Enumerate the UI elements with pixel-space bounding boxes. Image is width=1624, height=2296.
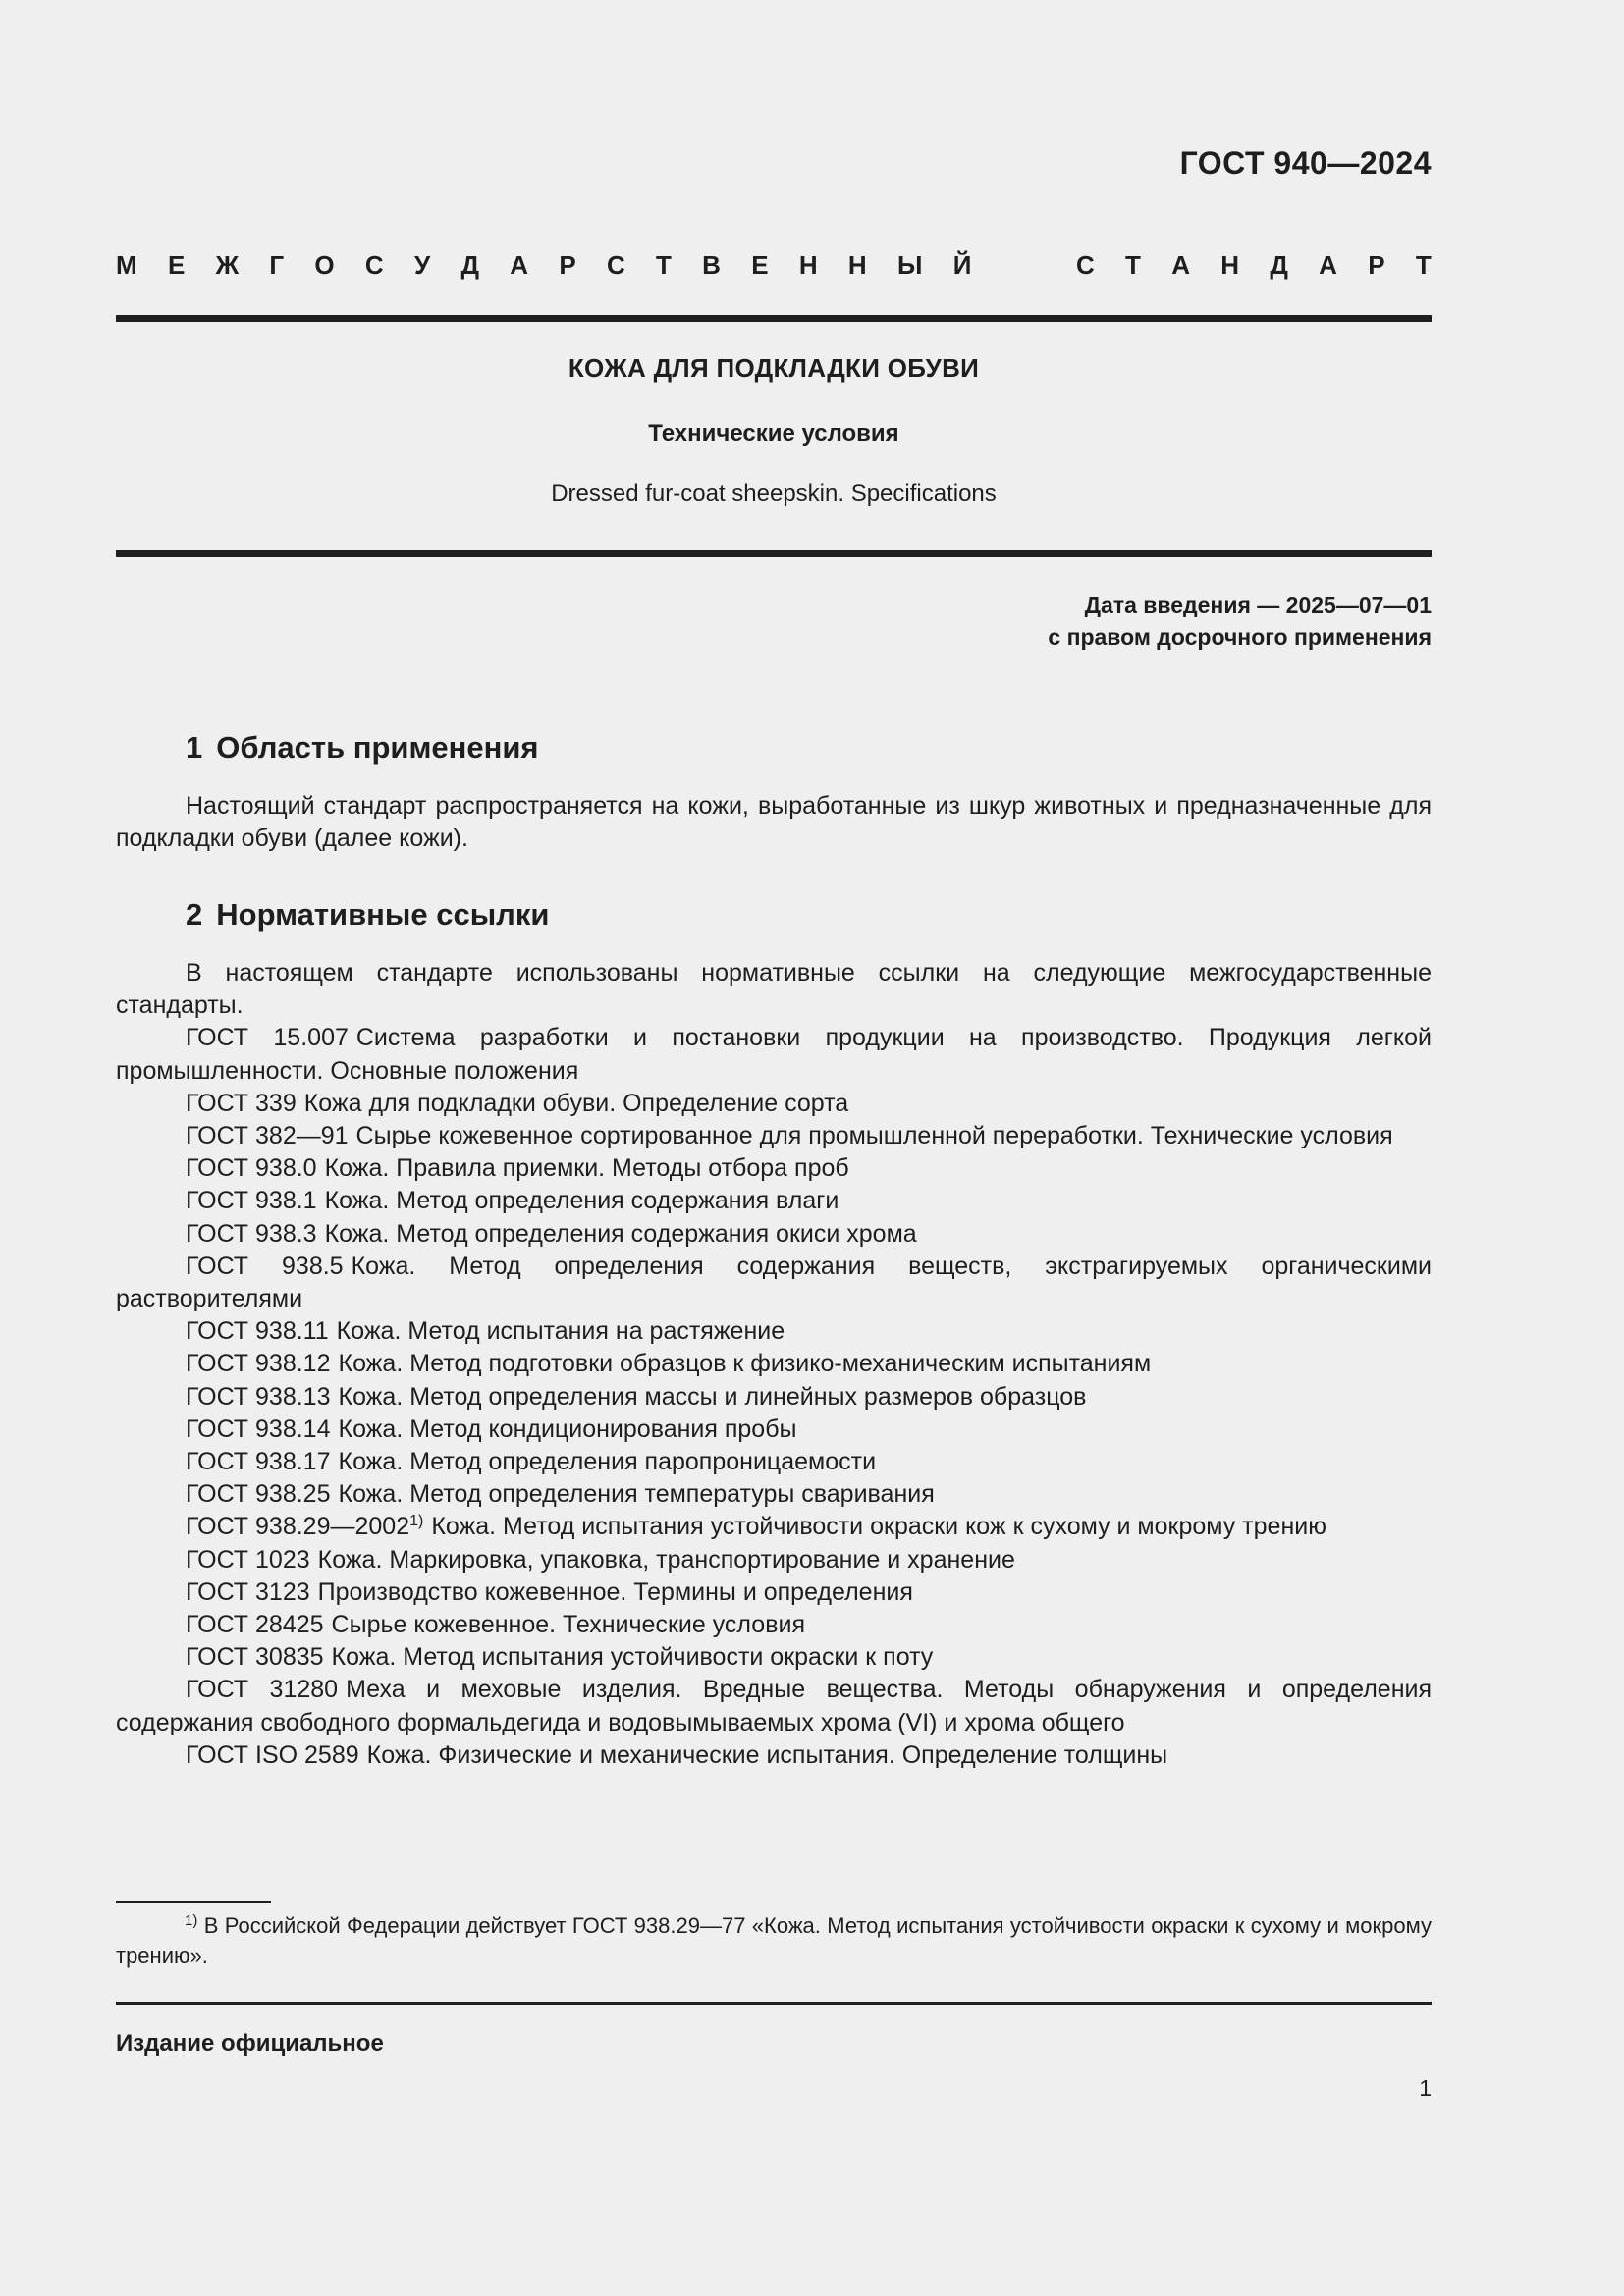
reference-item xyxy=(116,1674,1432,1738)
reference-code: ГОСТ 1023 xyxy=(186,1545,310,1574)
banner-letter: Е xyxy=(751,250,769,280)
reference-title: Система разработки и постановки продукции на производство. Продукция легкой промышленности. Основные положения xyxy=(116,1024,1432,1085)
reference-title: Кожа. Физические и механические испытания. Определение толщины xyxy=(366,1740,1168,1769)
introduction-date-line: Дата введения — 2025—07—01 xyxy=(1084,592,1432,617)
reference-code: ГОСТ 938.13 xyxy=(186,1382,331,1411)
reference-title: Сырье кожевенное. Технические условия xyxy=(331,1611,805,1639)
footnote-reference: 1) xyxy=(409,1513,424,1530)
reference-title: Кожа. Метод кондиционирования пробы xyxy=(338,1415,797,1443)
reference-title: Меха и меховые изделия. Вредные вещества. Методы обнаружения и определения содержания свободного формальдегида и водовымываемых хрома (VI) и хрома общего xyxy=(116,1676,1432,1736)
banner-letter: Ы xyxy=(896,250,923,280)
banner-letter: О xyxy=(314,250,335,280)
reference-code: ГОСТ ISO 2589 xyxy=(186,1740,359,1769)
footnote-text: В Российской Федерации действует ГОСТ 938.29—77 «Кожа. Метод испытания устойчивости окраски к сухому и мокрому трению». xyxy=(116,1913,1432,1968)
banner-letter: Т xyxy=(656,250,672,280)
reference-item xyxy=(116,1120,1432,1152)
reference-title: Кожа. Метод определения содержания влаги xyxy=(324,1187,839,1215)
reference-item xyxy=(116,1641,1432,1674)
banner-letter: С xyxy=(364,250,384,280)
reference-item xyxy=(116,1446,1432,1478)
reference-code: ГОСТ 938.12 xyxy=(186,1350,331,1378)
reference-item xyxy=(116,1478,1432,1511)
document-code: ГОСТ 940—2024 xyxy=(1179,145,1432,181)
reference-title: Кожа. Правила приемки. Методы отбора проб xyxy=(324,1154,849,1183)
reference-code: ГОСТ 938.5 xyxy=(186,1252,344,1280)
reference-item xyxy=(116,1544,1432,1576)
banner-letter: А xyxy=(1319,250,1337,280)
reference-title: Кожа. Маркировка, упаковка, транспортирование и хранение xyxy=(317,1545,1015,1574)
english-title: Dressed fur-coat sheepskin. Specifications xyxy=(551,480,997,507)
reference-title: Кожа. Метод определения содержания веществ, экстрагируемых органическими растворителями xyxy=(116,1252,1432,1313)
banner-letter: Н xyxy=(798,250,818,280)
reference-item xyxy=(116,1185,1432,1217)
reference-item xyxy=(116,1315,1432,1348)
reference-code: ГОСТ 3123 xyxy=(186,1577,310,1606)
reference-item xyxy=(116,1088,1432,1120)
banner-letter: М xyxy=(116,250,137,280)
introduction-date xyxy=(1048,589,1432,654)
section-1-body xyxy=(116,790,1432,855)
reference-title: Кожа. Метод определения массы и линейных размеров образцов xyxy=(338,1382,1087,1411)
footnote-marker: 1) xyxy=(185,1912,198,1929)
footnote xyxy=(116,1910,1432,1971)
reference-title: Производство кожевенное. Термины и определения xyxy=(317,1577,913,1606)
reference-item xyxy=(116,1348,1432,1380)
banner-letter: Р xyxy=(1368,250,1385,280)
reference-item xyxy=(116,1152,1432,1185)
banner-letter: А xyxy=(1171,250,1190,280)
reference-title: Кожа. Метод испытания устойчивости окраски кож к сухому и мокрому трению xyxy=(431,1513,1326,1541)
reference-code: ГОСТ 31280 xyxy=(186,1676,339,1704)
section-title: Область применения xyxy=(216,730,539,765)
reference-code: ГОСТ 938.11 xyxy=(186,1317,329,1346)
section-1-paragraph: Настоящий стандарт распространяется на кожи, выработанные из шкур животных и предназначенные для подкладки обуви (далее кожи). xyxy=(116,792,1432,853)
banner-letter: Н xyxy=(1220,250,1240,280)
banner-letter: Т xyxy=(1415,250,1432,280)
reference-code: ГОСТ 938.17 xyxy=(186,1448,331,1476)
reference-code: ГОСТ 15.007 xyxy=(186,1024,349,1052)
reference-title: Кожа. Метод определения содержания окиси хрома xyxy=(324,1219,917,1248)
page-number: 1 xyxy=(1419,2075,1432,2101)
reference-title: Кожа. Метод определения температуры сваривания xyxy=(338,1480,935,1509)
reference-title: Сырье кожевенное сортированное для промышленной переработки. Технические условия xyxy=(355,1122,1393,1150)
title-divider xyxy=(116,550,1432,557)
footnote-divider xyxy=(116,1901,271,1903)
reference-code: ГОСТ 938.25 xyxy=(186,1480,331,1509)
banner-letter: Г xyxy=(269,250,285,280)
reference-code: ГОСТ 938.1 xyxy=(186,1187,317,1215)
reference-title: Кожа. Метод испытания на растяжение xyxy=(336,1317,785,1346)
reference-code: ГОСТ 382—91 xyxy=(186,1122,349,1150)
banner-letter: Р xyxy=(559,250,576,280)
banner-letter: В xyxy=(702,250,721,280)
reference-title: Кожа. Метод определения паропроницаемости xyxy=(338,1448,877,1476)
section-number: 2 xyxy=(186,897,203,932)
document-title: КОЖА ДЛЯ ПОДКЛАДКИ ОБУВИ xyxy=(568,353,980,383)
document-page xyxy=(116,0,1432,2296)
reference-item xyxy=(116,1576,1432,1609)
reference-code: ГОСТ 938.0 xyxy=(186,1154,317,1183)
section-title: Нормативные ссылки xyxy=(216,897,550,932)
banner-letter: Д xyxy=(1270,250,1288,280)
reference-list xyxy=(116,1022,1432,1772)
reference-item xyxy=(116,1251,1432,1315)
reference-code: ГОСТ 28425 xyxy=(186,1611,324,1639)
official-edition-label: Издание официальное xyxy=(116,2030,384,2056)
reference-code: ГОСТ 938.3 xyxy=(186,1219,317,1248)
banner-letter: С xyxy=(606,250,625,280)
references-intro: В настоящем стандарте использованы нормативные ссылки на следующие межгосударственные стандарты. xyxy=(116,959,1432,1020)
banner-letter: Ж xyxy=(215,250,240,280)
reference-code: ГОСТ 30835 xyxy=(186,1643,324,1672)
banner-word-gap xyxy=(1002,250,1046,286)
reference-item xyxy=(116,1381,1432,1414)
section-1-heading xyxy=(186,730,539,766)
banner-letter: Е xyxy=(167,250,186,280)
reference-item xyxy=(116,1414,1432,1446)
reference-title: Кожа. Метод подготовки образцов к физико-механическим испытаниям xyxy=(338,1350,1152,1378)
banner-letter: Т xyxy=(1125,250,1141,280)
banner-letter: У xyxy=(413,250,431,280)
section-number: 1 xyxy=(186,730,203,765)
reference-item xyxy=(116,1739,1432,1772)
reference-item xyxy=(116,1511,1432,1543)
banner-letter: Д xyxy=(460,250,479,280)
banner-letter: Н xyxy=(847,250,867,280)
standard-type-banner xyxy=(116,250,1432,286)
reference-title: Кожа. Метод испытания устойчивости окраски к поту xyxy=(331,1643,934,1672)
header-divider xyxy=(116,315,1432,322)
banner-letter: А xyxy=(510,250,529,280)
reference-code: ГОСТ 938.29—2002 xyxy=(186,1513,410,1541)
banner-letter: Й xyxy=(952,250,972,280)
reference-title: Кожа для подкладки обуви. Определение сорта xyxy=(303,1089,849,1117)
reference-item xyxy=(116,1609,1432,1641)
reference-code: ГОСТ 339 xyxy=(186,1089,297,1117)
section-2-heading xyxy=(186,897,549,933)
reference-item xyxy=(116,1022,1432,1087)
banner-letter: С xyxy=(1075,250,1095,280)
reference-code: ГОСТ 938.14 xyxy=(186,1415,331,1443)
document-subtitle: Технические условия xyxy=(648,420,899,447)
early-application-line: с правом досрочного применения xyxy=(1048,624,1432,650)
reference-item xyxy=(116,1218,1432,1251)
footer-divider xyxy=(116,2002,1432,2005)
normative-references xyxy=(116,957,1432,1772)
